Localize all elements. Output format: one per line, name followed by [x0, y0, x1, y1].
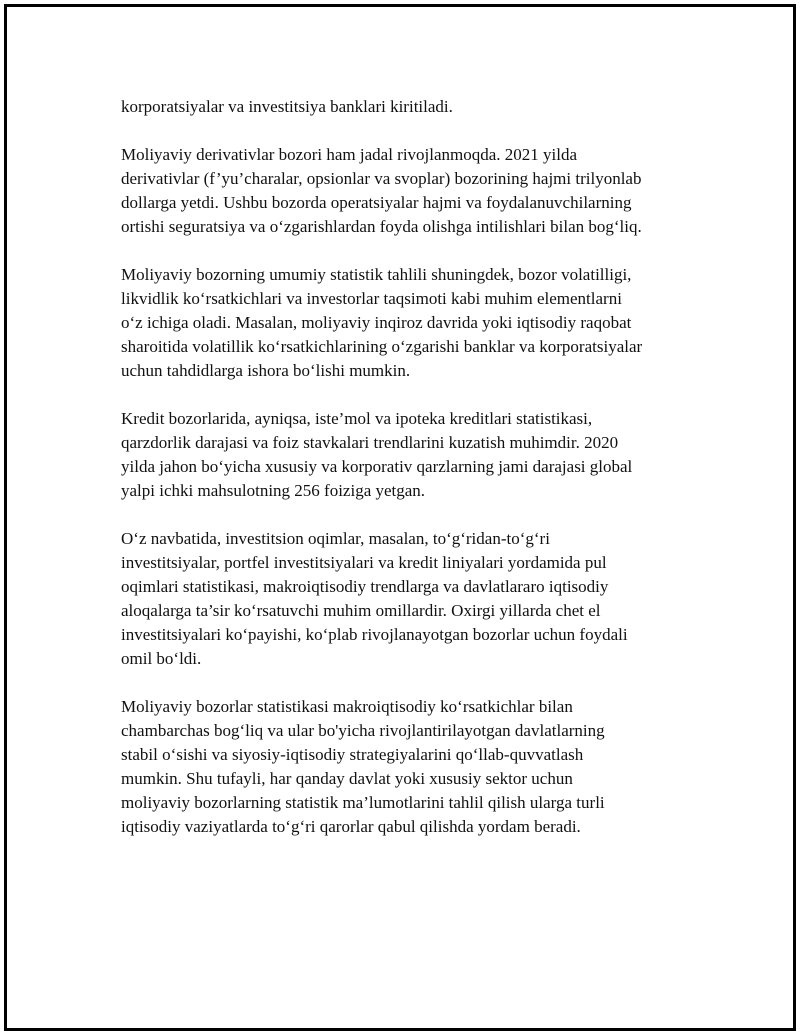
text-line: likvidlik ko‘rsatkichlari va investorlar taqsimoti kabi muhim elementlarni	[121, 289, 622, 308]
paragraph	[121, 527, 701, 671]
text-line: stabil o‘sishi va siyosiy-iqtisodiy strategiyalarini qo‘llab-quvvatlash	[121, 745, 584, 764]
text-line: mumkin. Shu tufayli, har qanday davlat yoki xususiy sektor uchun	[121, 769, 573, 788]
text-line: O‘z navbatida, investitsion oqimlar, masalan, to‘g‘ridan-to‘g‘ri	[121, 529, 550, 548]
paragraph	[121, 95, 701, 119]
page-frame	[4, 4, 796, 1031]
text-line: yalpi ichki mahsulotning 256 foiziga yetgan.	[121, 481, 426, 500]
text-line: ortishi seguratsiya va o‘zgarishlardan foyda olishga intilishlari bilan bog‘liq.	[121, 217, 642, 236]
text-line: derivativlar (f’yu’charalar, opsionlar va svoplar) bozorining hajmi trilyonlab	[121, 169, 642, 188]
text-line: o‘z ichiga oladi. Masalan, moliyaviy inqiroz davrida yoki iqtisodiy raqobat	[121, 313, 632, 332]
text-line: aloqalarga ta’sir ko‘rsatuvchi muhim omillardir. Oxirgi yillarda chet el	[121, 601, 601, 620]
text-line: uchun tahdidlarga ishora bo‘lishi mumkin.	[121, 361, 411, 380]
paragraph	[121, 407, 701, 503]
text-line: qarzdorlik darajasi va foiz stavkalari trendlarini kuzatish muhimdir. 2020	[121, 433, 619, 452]
page-body	[121, 95, 701, 863]
text-line: oqimlari statistikasi, makroiqtisodiy trendlarga va davlatlararo iqtisodiy	[121, 577, 609, 596]
text-line: investitsiyalar, portfel investitsiyalari va kredit liniyalari yordamida pul	[121, 553, 607, 572]
text-line: investitsiyalari ko‘payishi, ko‘plab rivojlanayotgan bozorlar uchun foydali	[121, 625, 628, 644]
text-line: sharoitida volatillik ko‘rsatkichlarining o‘zgarishi banklar va korporatsiyalar	[121, 337, 643, 356]
paragraph	[121, 263, 701, 383]
text-line: Moliyaviy bozorning umumiy statistik tahlili shuningdek, bozor volatilligi,	[121, 265, 632, 284]
text-line: Kredit bozorlarida, ayniqsa, iste’mol va ipoteka kreditlari statistikasi,	[121, 409, 593, 428]
text-line: Moliyaviy derivativlar bozori ham jadal rivojlanmoqda. 2021 yilda	[121, 145, 578, 164]
text-line: chambarchas bog‘liq va ular bo'yicha rivojlantirilayotgan davlatlarning	[121, 721, 605, 740]
paragraph	[121, 695, 701, 839]
paragraph	[121, 143, 701, 239]
text-line: moliyaviy bozorlarning statistik ma’lumotlarini tahlil qilish ularga turli	[121, 793, 605, 812]
text-line: iqtisodiy vaziyatlarda to‘g‘ri qarorlar qabul qilishda yordam beradi.	[121, 817, 581, 836]
text-line: omil bo‘ldi.	[121, 649, 202, 668]
text-line: Moliyaviy bozorlar statistikasi makroiqtisodiy ko‘rsatkichlar bilan	[121, 697, 573, 716]
text-line: yilda jahon bo‘yicha xususiy va korporativ qarzlarning jami darajasi global	[121, 457, 633, 476]
text-line: dollarga yetdi. Ushbu bozorda operatsiyalar hajmi va foydalanuvchilarning	[121, 193, 632, 212]
text-line: korporatsiyalar va investitsiya banklari kiritiladi.	[121, 97, 453, 116]
